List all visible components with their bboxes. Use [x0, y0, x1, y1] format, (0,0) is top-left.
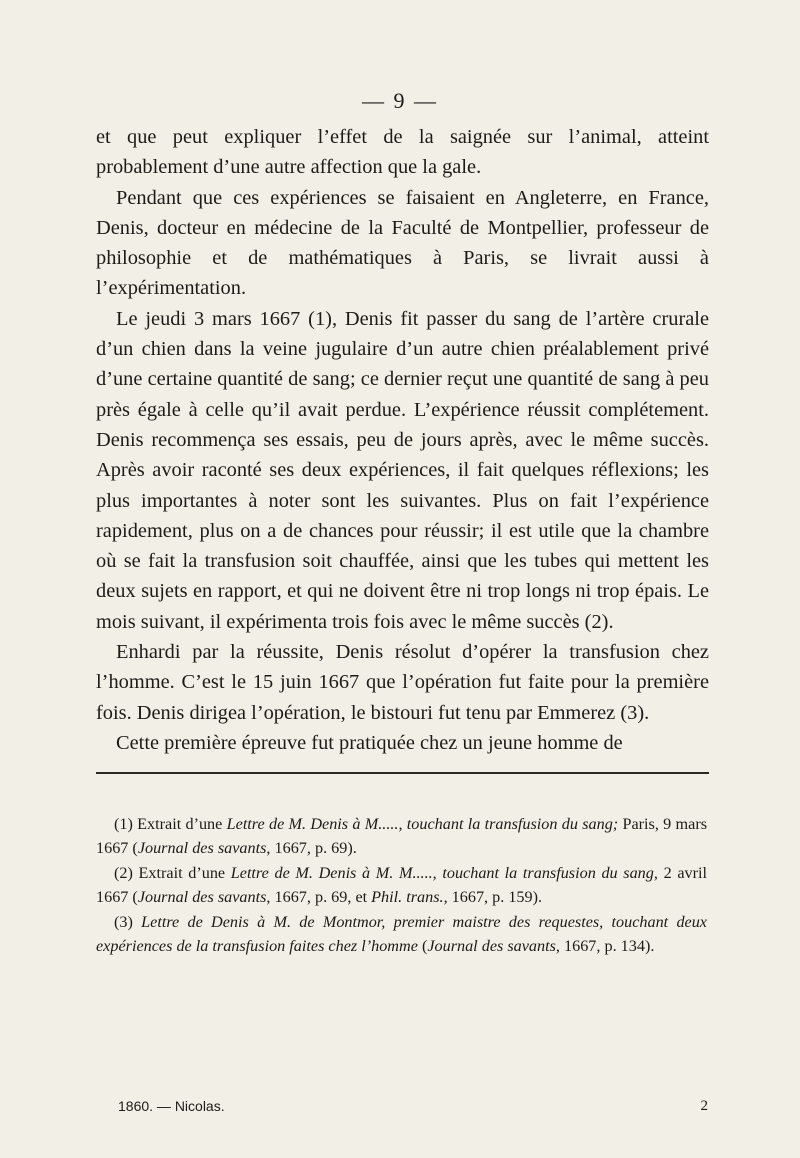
printer-signature [118, 1098, 708, 1114]
footnotes [96, 812, 707, 959]
paragraph: Enhardi par la réussite, Denis résolut d’opérer la transfusion chez l’homme. C’est le 15 juin 1667 que l’opération fut faite pour la première fois. Denis dirigea l’opération, le bistouri fut tenu par Emmerez (3). [96, 641, 709, 724]
footnote-text: Paris, 9 mars 1667 ( [96, 815, 708, 857]
footnote-text [133, 913, 141, 931]
footnote-divider [96, 772, 709, 774]
footnote-text: ( [417, 937, 428, 955]
footnote-text: , 1667, p. 69). [266, 839, 357, 857]
footnote-title: Lettre de Denis à M. de Montmor, premier maistre des requestes, touchant deux expériences de la transfusion faites chez l’homme [96, 913, 707, 955]
footnote-mark: (2) [114, 864, 133, 882]
paragraph: Cette première épreuve fut pratiquée chez un jeune homme de [116, 731, 623, 754]
footnote-text: 2 avril 1667 ( [96, 864, 707, 906]
footnote-journal: Journal des savants [137, 888, 267, 906]
footnote [96, 861, 707, 909]
footnote-mark: (1) [114, 815, 133, 833]
footnote-title: Lettre de M. Denis à M....., touchant la transfusion du sang; [226, 815, 619, 833]
footnote-mark: (3) [114, 913, 133, 931]
footnote-text: , 1667, p. 134). [555, 937, 655, 955]
footnote-journal: Journal des savants [427, 937, 556, 955]
footnote-text: Extrait d’une [132, 815, 227, 833]
main-text [96, 122, 709, 758]
signature-text: 1860. — Nicolas. [118, 1098, 225, 1114]
footnote-journal: Journal des savants [137, 839, 267, 857]
paragraph: et que peut expliquer l’effet de la saignée sur l’animal, atteint probablement d’une autre affection que la gale. [96, 126, 709, 179]
footnote [96, 910, 707, 958]
footnote-text: Extrait d’une [132, 864, 231, 882]
footnote-text: , 1667, p. 69, et [266, 888, 372, 906]
footnote [96, 812, 707, 860]
footnote-title: Lettre de M. Denis à M. M....., touchant la transfusion du sang, [230, 864, 658, 882]
footnote-text: , 1667, p. 159). [443, 888, 543, 906]
paragraph: Pendant que ces expériences se faisaient en Angleterre, en France, Denis, docteur en médecine de la Faculté de Montpellier, professeur de philosophie et de mathématiques à Paris, se livrait aussi à l’expérimentation. [96, 186, 709, 300]
footnote-journal: Phil. trans. [371, 888, 444, 906]
paragraph: Le jeudi 3 mars 1667 (1), Denis fit passer du sang de l’artère crurale d’un chien dans la veine jugulaire d’un autre chien préalablement privé d’une certaine quantité de sang; ce dernier reçut une quantité de sang à peu près égale à celle qu’il avait perdue. L’expérience réussit complétement. Denis recommença ses essais, peu de jours après, avec le même succès. Après avoir raconté ses deux expériences, il fait quelques réflexions; les plus importantes à noter sont les suivantes. Plus on fait l’expérience rapidement, plus on a de chances pour réussir; il est utile que la chambre où se fait la transfusion soit chauffée, ainsi que les tubes qui mettent les deux sujets en rapport, et qui ne doivent être ni trop longs ni trop épais. Le mois suivant, il expérimenta trois fois avec le même succès (2). [96, 307, 709, 633]
sheet-number: 2 [700, 1098, 708, 1114]
page-number: — 9 — [362, 88, 438, 113]
